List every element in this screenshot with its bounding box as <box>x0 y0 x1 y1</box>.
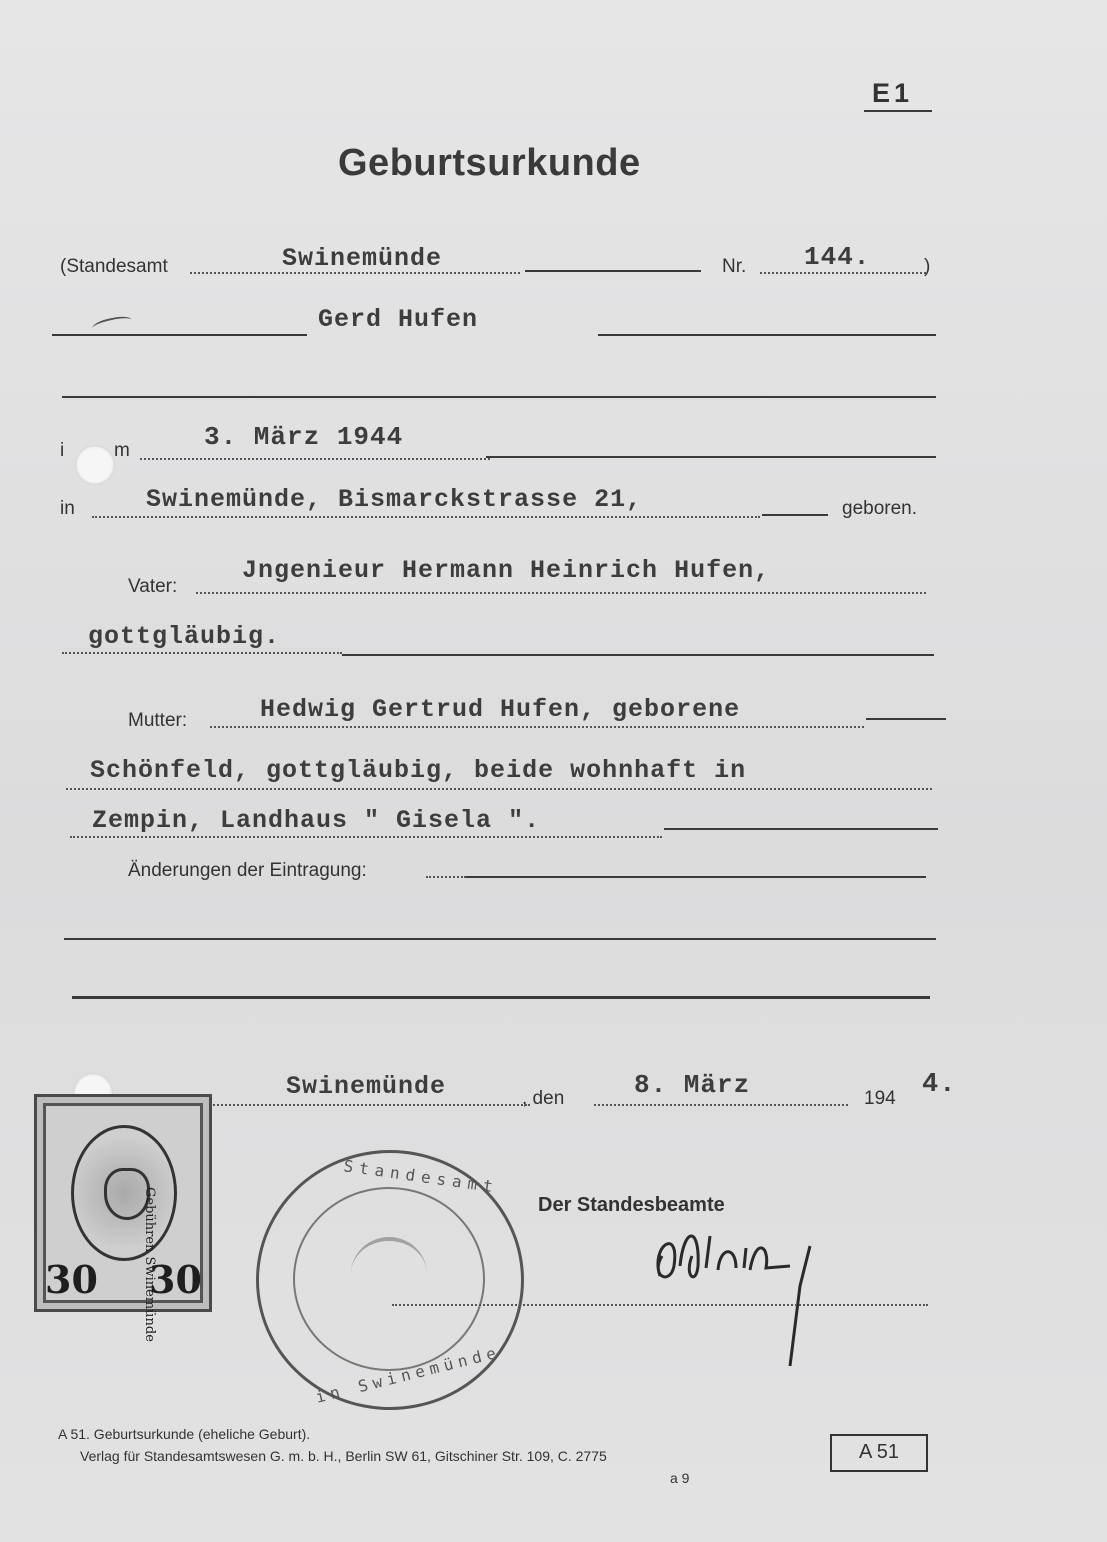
mother-line-2: Schönfeld, gottgläubig, beide wohnhaft in <box>90 756 747 785</box>
date-label-b: m <box>114 440 130 461</box>
year-suffix: 4. <box>922 1070 957 1100</box>
nr-value: 144. <box>804 242 871 272</box>
mother-dotted-line <box>210 726 864 728</box>
nr-dotted-line <box>760 272 926 274</box>
mother-dotted-line-2 <box>66 788 932 790</box>
year-prefix: 194 <box>864 1088 896 1109</box>
stamp-emblem <box>71 1125 177 1261</box>
child-name: Gerd Hufen <box>318 305 479 334</box>
place-dotted-line <box>92 516 760 518</box>
name-rule-right <box>598 334 936 336</box>
official-seal <box>256 1150 524 1410</box>
changes-label: Änderungen der Eintragung: <box>128 860 367 881</box>
father-label: Vater: <box>128 576 178 597</box>
registrar-signature <box>640 1206 860 1376</box>
father-line-1: Jngenieur Hermann Heinrich Hufen, <box>242 556 771 585</box>
mother-dotted-line-3 <box>70 836 662 838</box>
mother-label: Mutter: <box>128 710 188 731</box>
footer-line-2: Verlag für Standesamtswesen G. m. b. H., Berlin SW 61, Gitschiner Str. 109, C. 2775 <box>80 1448 607 1464</box>
changes-rule-3 <box>72 996 930 999</box>
name-rule-2 <box>62 396 936 398</box>
seal-top-text: Standesamt <box>342 1156 500 1197</box>
issue-date-dotted-line <box>594 1104 848 1106</box>
mother-rule-1 <box>866 718 946 720</box>
date-label-a: i <box>60 440 65 461</box>
birth-date: 3. März 1944 <box>204 422 404 452</box>
document-title: Geburtsurkunde <box>338 142 641 184</box>
date-rule <box>486 456 936 458</box>
birth-place: Swinemünde, Bismarckstrasse 21, <box>146 485 643 514</box>
eagle-icon <box>351 1237 427 1311</box>
den-label: , den <box>522 1088 565 1109</box>
mother-line-3: Zempin, Landhaus " Gisela ". <box>92 806 541 835</box>
standesamt-value: Swinemünde <box>282 244 443 273</box>
stamp-text: Gebühren Swinemünde <box>142 1187 157 1342</box>
registrar-label: Der Standesbeamte <box>538 1194 725 1216</box>
footer-line-1: A 51. Geburtsurkunde (eheliche Geburt). <box>58 1426 311 1442</box>
mother-line-1: Hedwig Gertrud Hufen, geborene <box>260 695 741 724</box>
place-rule <box>762 514 828 516</box>
issue-dotted-line <box>190 1104 530 1106</box>
changes-rule-2 <box>64 938 936 940</box>
date-dotted-line <box>140 458 490 460</box>
issue-place: Swinemünde <box>286 1072 447 1101</box>
seal-bottom-text: in Swinemünde <box>313 1342 503 1407</box>
father-dotted-line-2 <box>62 652 342 654</box>
father-line-2: gottgläubig. <box>88 622 281 651</box>
signature-dotted-line <box>392 1304 928 1306</box>
form-code-underline <box>864 110 932 112</box>
father-rule-2 <box>342 654 934 656</box>
father-dotted-line <box>196 592 926 594</box>
pen-stroke <box>91 314 133 334</box>
footer-form-box: A 51 <box>830 1434 928 1472</box>
name-rule-left <box>52 334 307 336</box>
stamp-value-left: 30 <box>45 1257 98 1302</box>
standesamt-rule <box>525 270 701 272</box>
mother-rule-3 <box>664 828 938 830</box>
place-label: in <box>60 498 75 519</box>
issue-date: 8. März <box>634 1070 751 1100</box>
footer-line-3: a 9 <box>670 1470 690 1486</box>
form-code: E1 <box>872 78 914 108</box>
born-label: geboren. <box>842 498 918 519</box>
standesamt-close: ) <box>924 256 931 277</box>
stamp-value-right: 30 <box>149 1257 202 1302</box>
punch-hole-upper <box>75 445 115 485</box>
standesamt-label: (Standesamt <box>60 256 168 277</box>
fee-stamp <box>34 1094 212 1342</box>
changes-dotted-line <box>426 876 466 878</box>
nr-label: Nr. <box>722 256 747 277</box>
changes-rule <box>466 876 926 878</box>
